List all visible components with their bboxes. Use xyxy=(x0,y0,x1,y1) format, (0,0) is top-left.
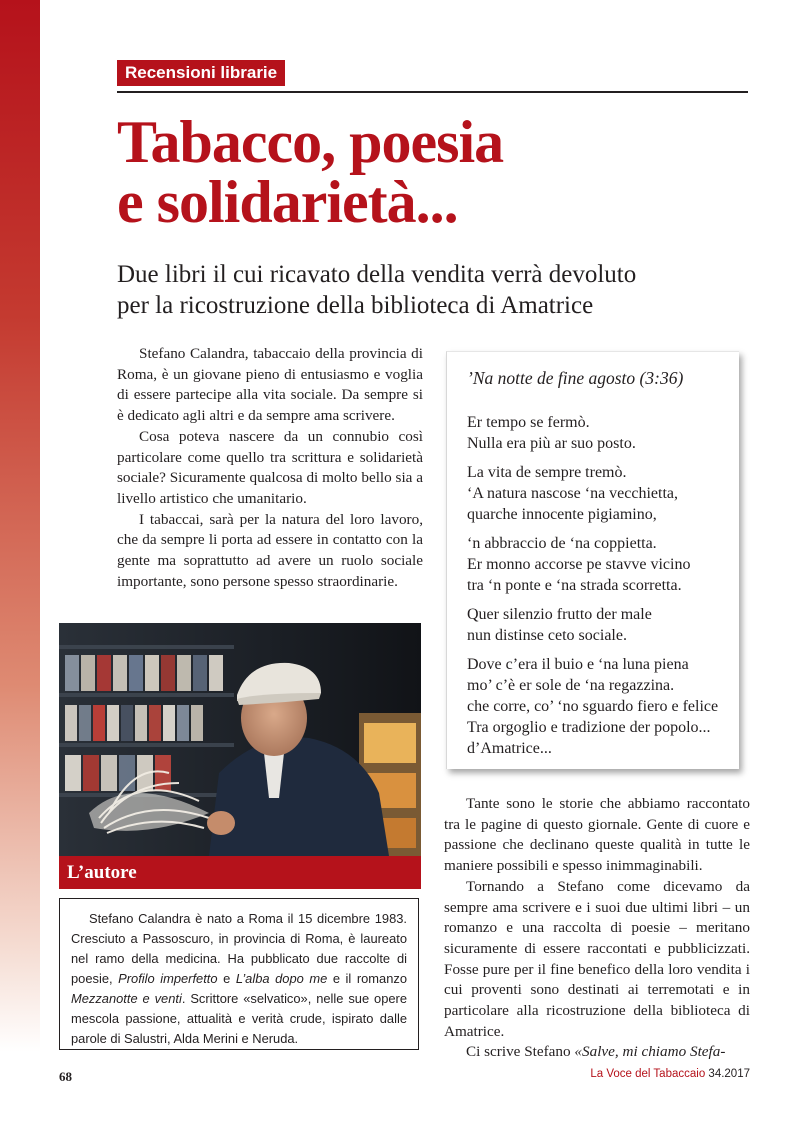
poem-line: d’Amatrice... xyxy=(467,740,552,757)
poem-line: Nulla era più ar suo posto. xyxy=(467,435,636,452)
novel-title: Mezzanotte e venti xyxy=(71,991,182,1006)
article-subtitle xyxy=(117,259,757,321)
bio-text: e il romanzo xyxy=(327,971,407,986)
book-title: Profilo imperfetto xyxy=(118,971,218,986)
poem-title: ’Na notte de fine agosto (3:36) xyxy=(467,368,684,388)
quote-italic: «Salve, mi chiamo Stefa- xyxy=(574,1043,726,1061)
author-caption xyxy=(59,856,421,889)
poem-line: che corre, co’ ‘no sguardo fiero e felice xyxy=(467,698,719,715)
poem-stanza xyxy=(467,462,737,525)
paragraph xyxy=(444,1042,750,1063)
paragraph: Tante sono le storie che abbiamo raccontato tra le pagine di questo giornale. Gente di cuore e passione che declinano queste qualità in tutte le maniere possibili e spesso inimmaginabili. xyxy=(444,795,750,875)
left-column xyxy=(117,344,423,592)
poem-line: Dove c’era il buio e ‘na luna piena xyxy=(467,656,689,673)
header-rule xyxy=(117,91,748,93)
publication-name: La Voce del Tabaccaio xyxy=(590,1068,706,1080)
paragraph-lead: Ci scrive Stefano xyxy=(466,1043,575,1061)
author-bio xyxy=(71,909,407,1049)
poem-stanza xyxy=(467,604,737,646)
bio-text: . Scrittore «selvatico», nelle sue opere mescola passione, attualità e verità crude, ispirato dalle parole di Salustri, Alda Merini e Neruda. xyxy=(71,991,407,1046)
poem-line: nun distinse ceto sociale. xyxy=(467,627,627,644)
poem-stanza xyxy=(467,533,737,596)
poem-line: Er monno accorse pe stavve vicino xyxy=(467,556,691,573)
poem-stanza xyxy=(467,654,737,759)
book-title: L’alba dopo me xyxy=(235,971,328,986)
subtitle-line-1: Due libri il cui ricavato della vendita verrà devoluto xyxy=(117,261,637,288)
right-column xyxy=(444,794,750,1063)
poem-line: La vita de sempre tremò. xyxy=(467,464,627,481)
poem-line: quarche innocente pigiamino, xyxy=(467,506,657,523)
poem-line: Er tempo se fermò. xyxy=(467,414,590,431)
side-color-bar xyxy=(0,0,40,1052)
paragraph: Cosa poteva nascere da un connubio così particolare come quello tra scrittura e solidarietà sociale? Sicuramente qualcosa di molto bello sia a livello artistico che umanitario. xyxy=(117,427,423,507)
bio-text: e xyxy=(217,971,236,986)
author-photo-illustration xyxy=(59,623,421,856)
author-caption-label: L’autore xyxy=(67,862,137,883)
poem-line: mo’ c’è er sole de ‘na regazzina. xyxy=(467,677,675,694)
publication-footer xyxy=(590,1068,750,1080)
title-line-2: e solidarietà... xyxy=(117,169,458,235)
poem-stanza xyxy=(467,412,737,454)
subtitle-line-2: per la ricostruzione della biblioteca di Amatrice xyxy=(117,292,594,319)
issue-number: 34.2017 xyxy=(705,1068,750,1080)
poem-line: tra ‘n ponte e ‘na strada scorretta. xyxy=(467,577,682,594)
article-title xyxy=(117,109,737,235)
paragraph: I tabaccai, sarà per la natura del loro lavoro, che da sempre li porta ad essere in contatto con la gente ma soprattutto ad avere un ruolo sociale importante, sono persone spesso straordinarie. xyxy=(117,510,423,590)
poem-line: Tra orgoglio e tradizione der popolo... xyxy=(467,719,711,736)
section-label: Recensioni librarie xyxy=(117,60,285,86)
paragraph: Stefano Calandra, tabaccaio della provincia di Roma, è un giovane pieno di entusiasmo e voglia di essere partecipe alla vita sociale. Da sempre si è dedicato agli altri e da sempre ama scrivere. xyxy=(117,345,423,425)
author-bio-box xyxy=(59,898,419,1050)
poem-line: ‘A natura nascose ‘na vecchietta, xyxy=(467,485,679,502)
paragraph: Tornando a Stefano come dicevamo da sempre ama scrivere e i suoi due ultimi libri – un romanzo e una raccolta di poesie – meritano sicuramente di essere raccontati e pubblicizzati. Fosse pure per il fine benefico della loro vendita i cui proventi sono destinati ai terremotati e in particolare alla ricostruzione della biblioteca di Amatrice. xyxy=(444,877,750,1040)
author-photo xyxy=(59,623,421,856)
poem-line: ‘n abbraccio de ‘na coppietta. xyxy=(467,535,657,552)
title-line-1: Tabacco, poesia xyxy=(117,109,504,175)
bio-text: Stefano Calandra è nato a Roma il 15 dicembre 1983. Cresciuto a Passoscuro, in provincia di Roma, è laureato nel ramo della medicina. Ha pubblicato due raccolte di poesie, xyxy=(71,911,407,986)
poem-body xyxy=(467,412,737,767)
page-number: 68 xyxy=(59,1069,72,1084)
poem-line: Quer silenzio frutto der male xyxy=(467,606,652,623)
poem-box xyxy=(446,351,739,769)
